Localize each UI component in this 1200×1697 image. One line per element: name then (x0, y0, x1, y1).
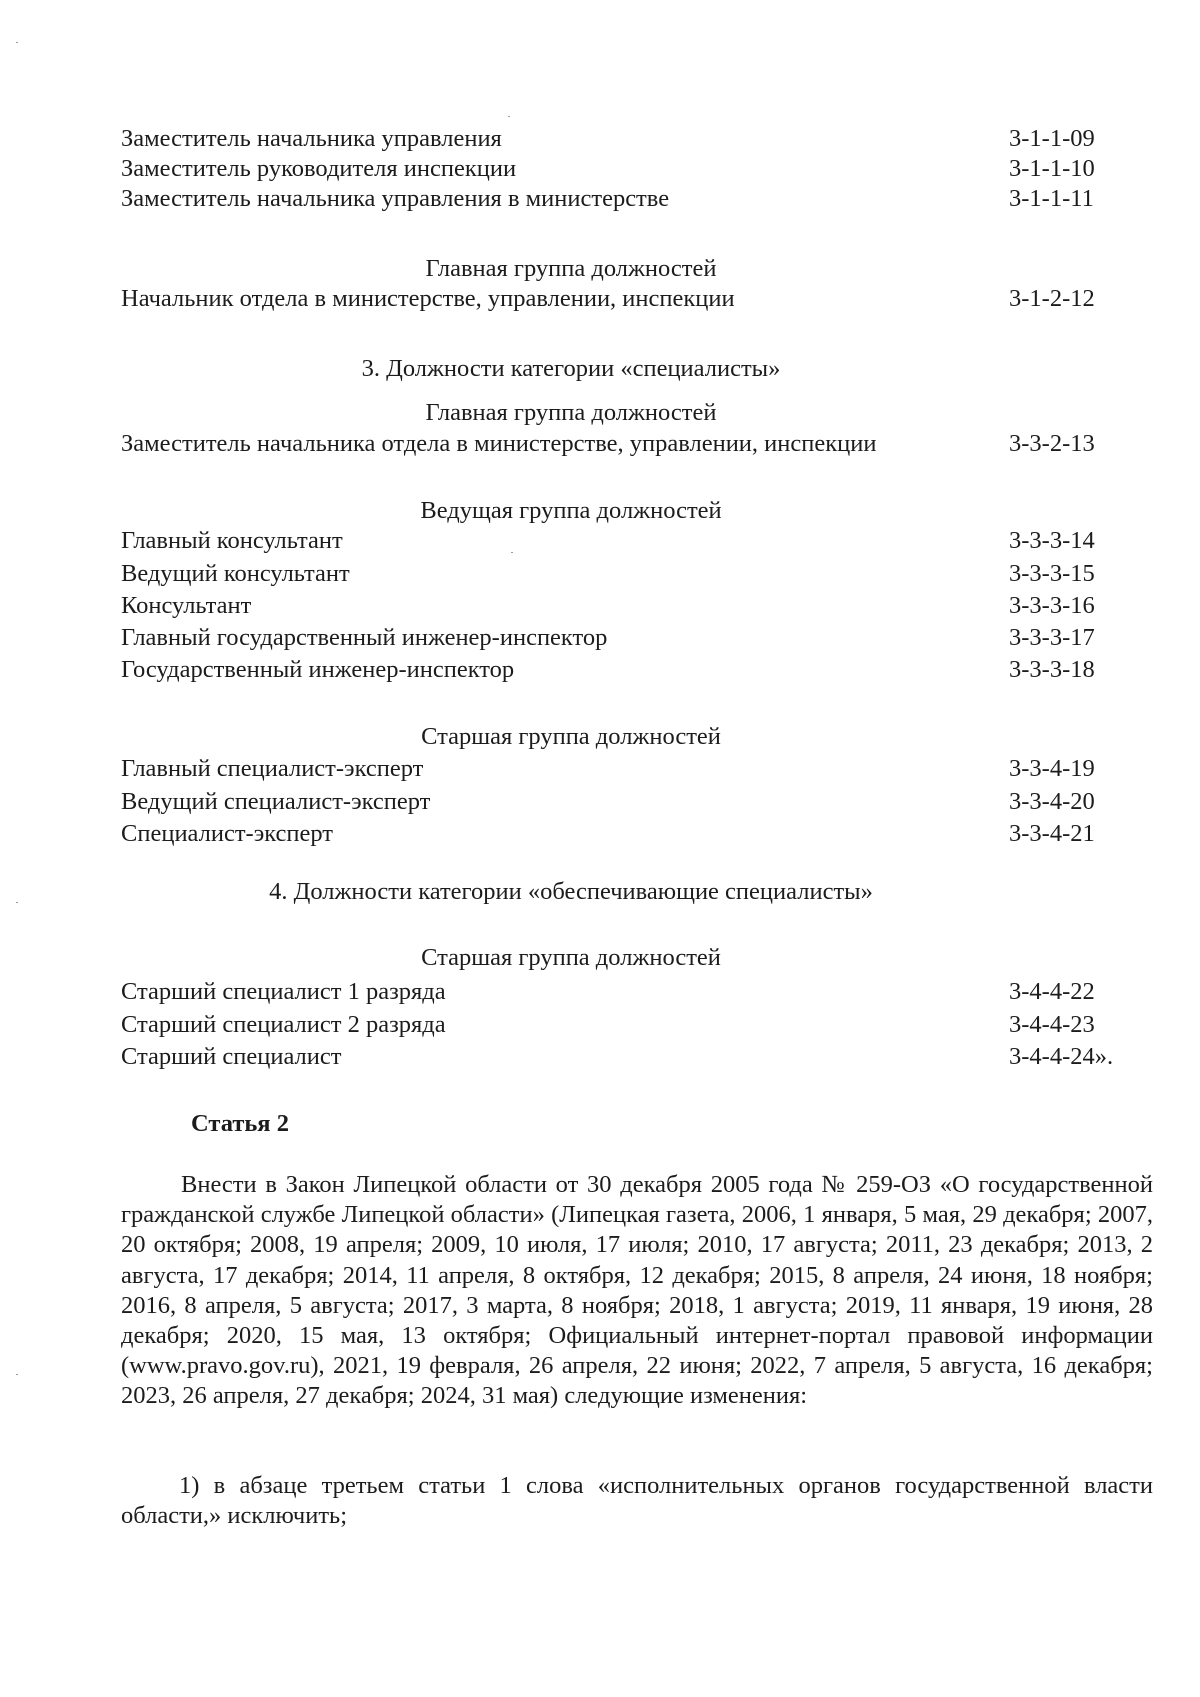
position-row (121, 591, 1114, 621)
position-row (121, 977, 1114, 1007)
scan-speck (16, 42, 18, 43)
group-heading: Главная группа должностей (425, 399, 717, 426)
position-title: Ведущий специалист-эксперт (121, 788, 431, 815)
position-title: Специалист-эксперт (121, 820, 334, 847)
position-row (121, 184, 1114, 214)
scan-speck (511, 552, 513, 553)
category-heading: 3. Должности категории «специалисты» (361, 355, 781, 382)
position-title: Консультант (121, 592, 252, 619)
scan-speck (508, 116, 510, 117)
category-heading: 4. Должности категории «обеспечивающие специалисты» (269, 878, 873, 905)
group-heading: Ведущая группа должностей (420, 497, 722, 524)
position-row (121, 623, 1114, 653)
position-code: 3-1-2-12 (1009, 285, 1095, 312)
position-code: 3-3-3-17 (1009, 624, 1095, 651)
position-title: Ведущий консультант (121, 560, 350, 587)
position-code: 3-1-1-11 (1009, 185, 1094, 212)
position-title: Заместитель начальника управления (121, 125, 502, 152)
position-row (121, 154, 1114, 184)
group-heading: Старшая группа должностей (421, 723, 721, 750)
position-row (121, 526, 1114, 556)
position-code: 3-4-4-23 (1009, 1011, 1095, 1038)
position-row (121, 284, 1114, 314)
position-code: 3-3-3-18 (1009, 656, 1095, 683)
position-title: Государственный инженер-инспектор (121, 656, 515, 683)
position-title: Старший специалист (121, 1043, 342, 1070)
position-title: Главный государственный инженер-инспектор (121, 624, 608, 651)
position-title: Заместитель начальника отдела в министерстве, управлении, инспекции (121, 430, 877, 457)
article-heading: Статья 2 (191, 1110, 289, 1137)
position-title: Заместитель начальника управления в министерстве (121, 185, 670, 212)
position-code: 3-3-4-21 (1009, 820, 1095, 847)
position-row (121, 787, 1114, 817)
position-code: 3-3-3-14 (1009, 527, 1095, 554)
position-title: Старший специалист 1 разряда (121, 978, 446, 1005)
amendment-item: 1) в абзаце третьем статьи 1 слова «исполнительных органов государственной власти области,» исключить; (121, 1472, 1153, 1529)
position-title: Главный консультант (121, 527, 343, 554)
group-heading: Главная группа должностей (425, 255, 717, 282)
group-heading: Старшая группа должностей (421, 944, 721, 971)
position-row (121, 1010, 1114, 1040)
position-title: Старший специалист 2 разряда (121, 1011, 446, 1038)
position-row (121, 754, 1114, 784)
position-code: 3-3-4-20 (1009, 788, 1095, 815)
position-row (121, 1042, 1114, 1072)
position-row (121, 655, 1114, 685)
position-code: 3-3-3-15 (1009, 560, 1095, 587)
position-row (121, 819, 1114, 849)
scan-speck (16, 902, 18, 903)
scan-speck (16, 1374, 18, 1375)
position-row (121, 124, 1114, 154)
position-code: 3-1-1-10 (1009, 155, 1095, 182)
position-title: Главный специалист-эксперт (121, 755, 424, 782)
position-code: 3-1-1-09 (1009, 125, 1095, 152)
position-code: 3-3-2-13 (1009, 430, 1095, 457)
position-row (121, 559, 1114, 589)
position-title: Начальник отдела в министерстве, управлении, инспекции (121, 285, 735, 312)
position-title: Заместитель руководителя инспекции (121, 155, 517, 182)
article-paragraph: Внести в Закон Липецкой области от 30 декабря 2005 года № 259-ОЗ «О государственной гражданской службе Липецкой области» (Липецкая газета, 2006, 1 января, 5 мая, 29 декабря; 2007, 20 октября; 2008, 19 апреля; 2009, 10 июля, 17 июля; 2010, 17 августа; 2011, 23 декабря; 2013, 2 августа, 17 декабря; 2014, 11 апреля, 8 октября, 12 декабря; 2015, 8 апреля, 24 июня, 18 ноября; 2016, 8 апреля, 5 августа; 2017, 3 марта, 8 ноября; 2018, 1 августа; 2019, 11 января, 19 июня, 28 декабря; 2020, 15 мая, 13 октября; Официальный интернет-портал правовой информации (www.pravo.gov.ru), 2021, 19 февраля, 26 апреля, 22 июня; 2022, 7 апреля, 5 августа, 16 декабря; 2023, 26 апреля, 27 декабря; 2024, 31 мая) следующие изменения: (121, 1171, 1153, 1410)
position-code: 3-3-4-19 (1009, 755, 1095, 782)
position-code: 3-4-4-22 (1009, 978, 1095, 1005)
position-row (121, 429, 1114, 459)
position-code: 3-4-4-24». (1009, 1043, 1114, 1070)
position-code: 3-3-3-16 (1009, 592, 1095, 619)
